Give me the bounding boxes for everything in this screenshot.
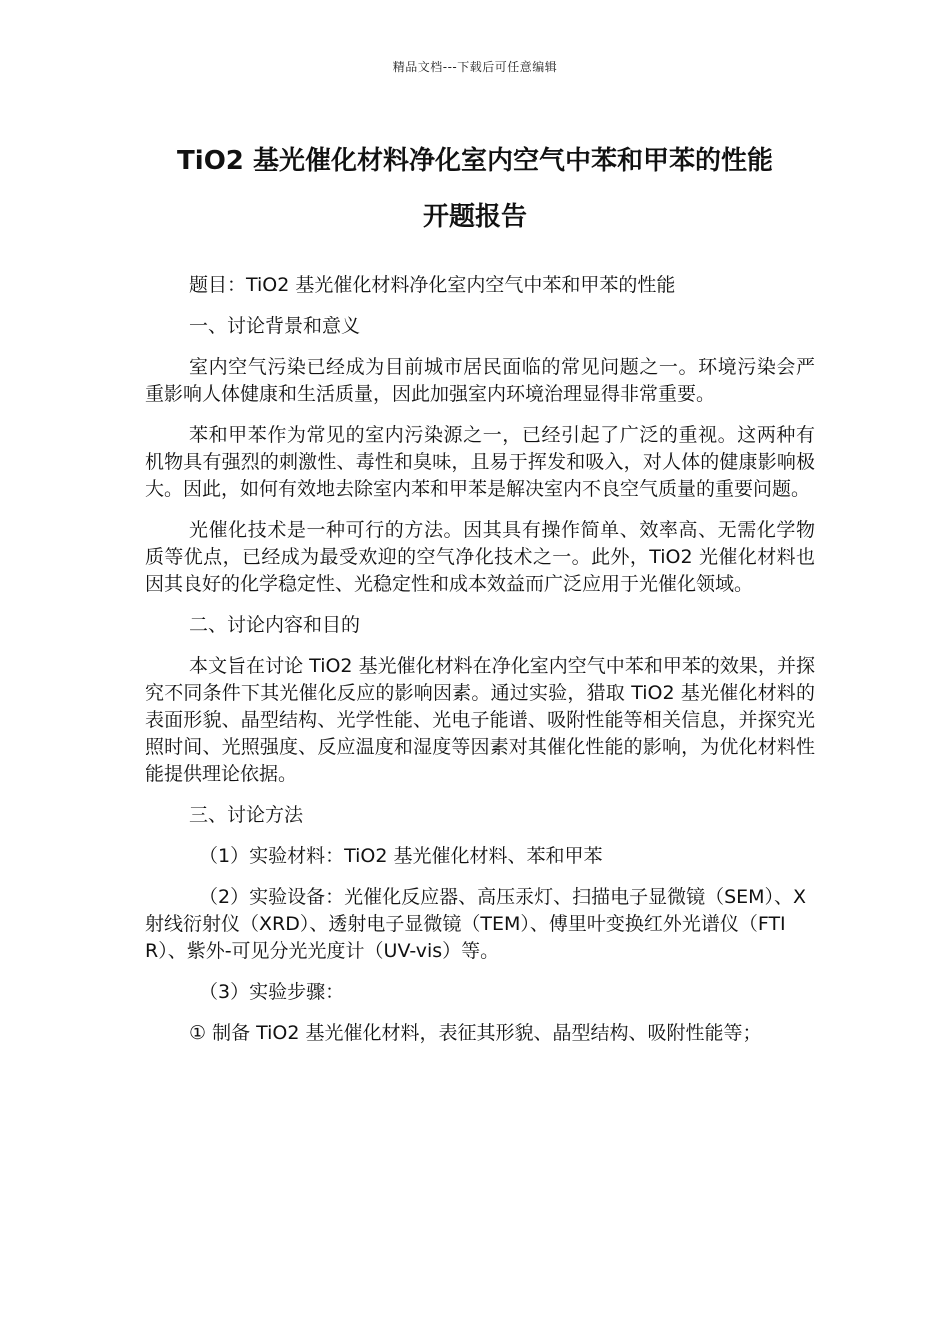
method-step-1: ① 制备 TiO2 基光催化材料，表征其形貌、晶型结构、吸附性能等； bbox=[189, 1022, 762, 1044]
section-heading-content-purpose: 二、讨论内容和目的 bbox=[189, 614, 361, 636]
method-item-equipment: （2）实验设备：光催化反应器、高压汞灯、扫描电子显微镜（SEM）、X 射线衍射仪（XRD）、透射电子显微镜（TEM）、傅里叶变换红外光谱仪（FTIR）、紫外-可见分光光度计（UV-vis）等。 bbox=[145, 886, 807, 962]
section-heading-background: 一、讨论背景和意义 bbox=[189, 315, 361, 337]
paragraph-background-1: 室内空气污染已经成为目前城市居民面临的常见问题之一。环境污染会严重影响人体健康和生活质量，因此加强室内环境治理显得非常重要。 bbox=[145, 356, 815, 405]
paragraph-background-2: 苯和甲苯作为常见的室内污染源之一，已经引起了广泛的重视。这两种有机物具有强烈的刺激性、毒性和臭味，且易于挥发和吸入，对人体的健康影响极大。因此，如何有效地去除室内苯和甲苯是解决室内不良空气质量的重要问题。 bbox=[145, 424, 815, 500]
document-title-line-2: 开题报告 bbox=[422, 202, 527, 232]
section-heading-methods: 三、讨论方法 bbox=[189, 804, 304, 826]
document-body bbox=[145, 272, 815, 1061]
method-item-materials: （1）实验材料：TiO2 基光催化材料、苯和甲苯 bbox=[199, 845, 603, 867]
header-note: 精品文档---下载后可任意编辑 bbox=[392, 60, 558, 74]
topic-line: 题目：TiO2 基光催化材料净化室内空气中苯和甲苯的性能 bbox=[189, 274, 676, 296]
paragraph-background-3: 光催化技术是一种可行的方法。因其具有操作简单、效率高、无需化学物质等优点，已经成为最受欢迎的空气净化技术之一。此外，TiO2 光催化材料也因其良好的化学稳定性、光稳定性和成本效益而广泛应用于光催化领域。 bbox=[145, 519, 815, 595]
method-item-steps: （3）实验步骤： bbox=[199, 981, 345, 1003]
paragraph-content-purpose: 本文旨在讨论 TiO2 基光催化材料在净化室内空气中苯和甲苯的效果，并探究不同条件下其光催化反应的影响因素。通过实验，猎取 TiO2 基光催化材料的表面形貌、晶型结构、光学性能、光电子能谱、吸附性能等相关信息，并探究光照时间、光照强度、反应温度和湿度等因素对其催化性能的影响，为优化材料性能提供理论依据。 bbox=[145, 655, 815, 785]
document-title-line-1: TiO2 基光催化材料净化室内空气中苯和甲苯的性能 bbox=[177, 146, 773, 176]
